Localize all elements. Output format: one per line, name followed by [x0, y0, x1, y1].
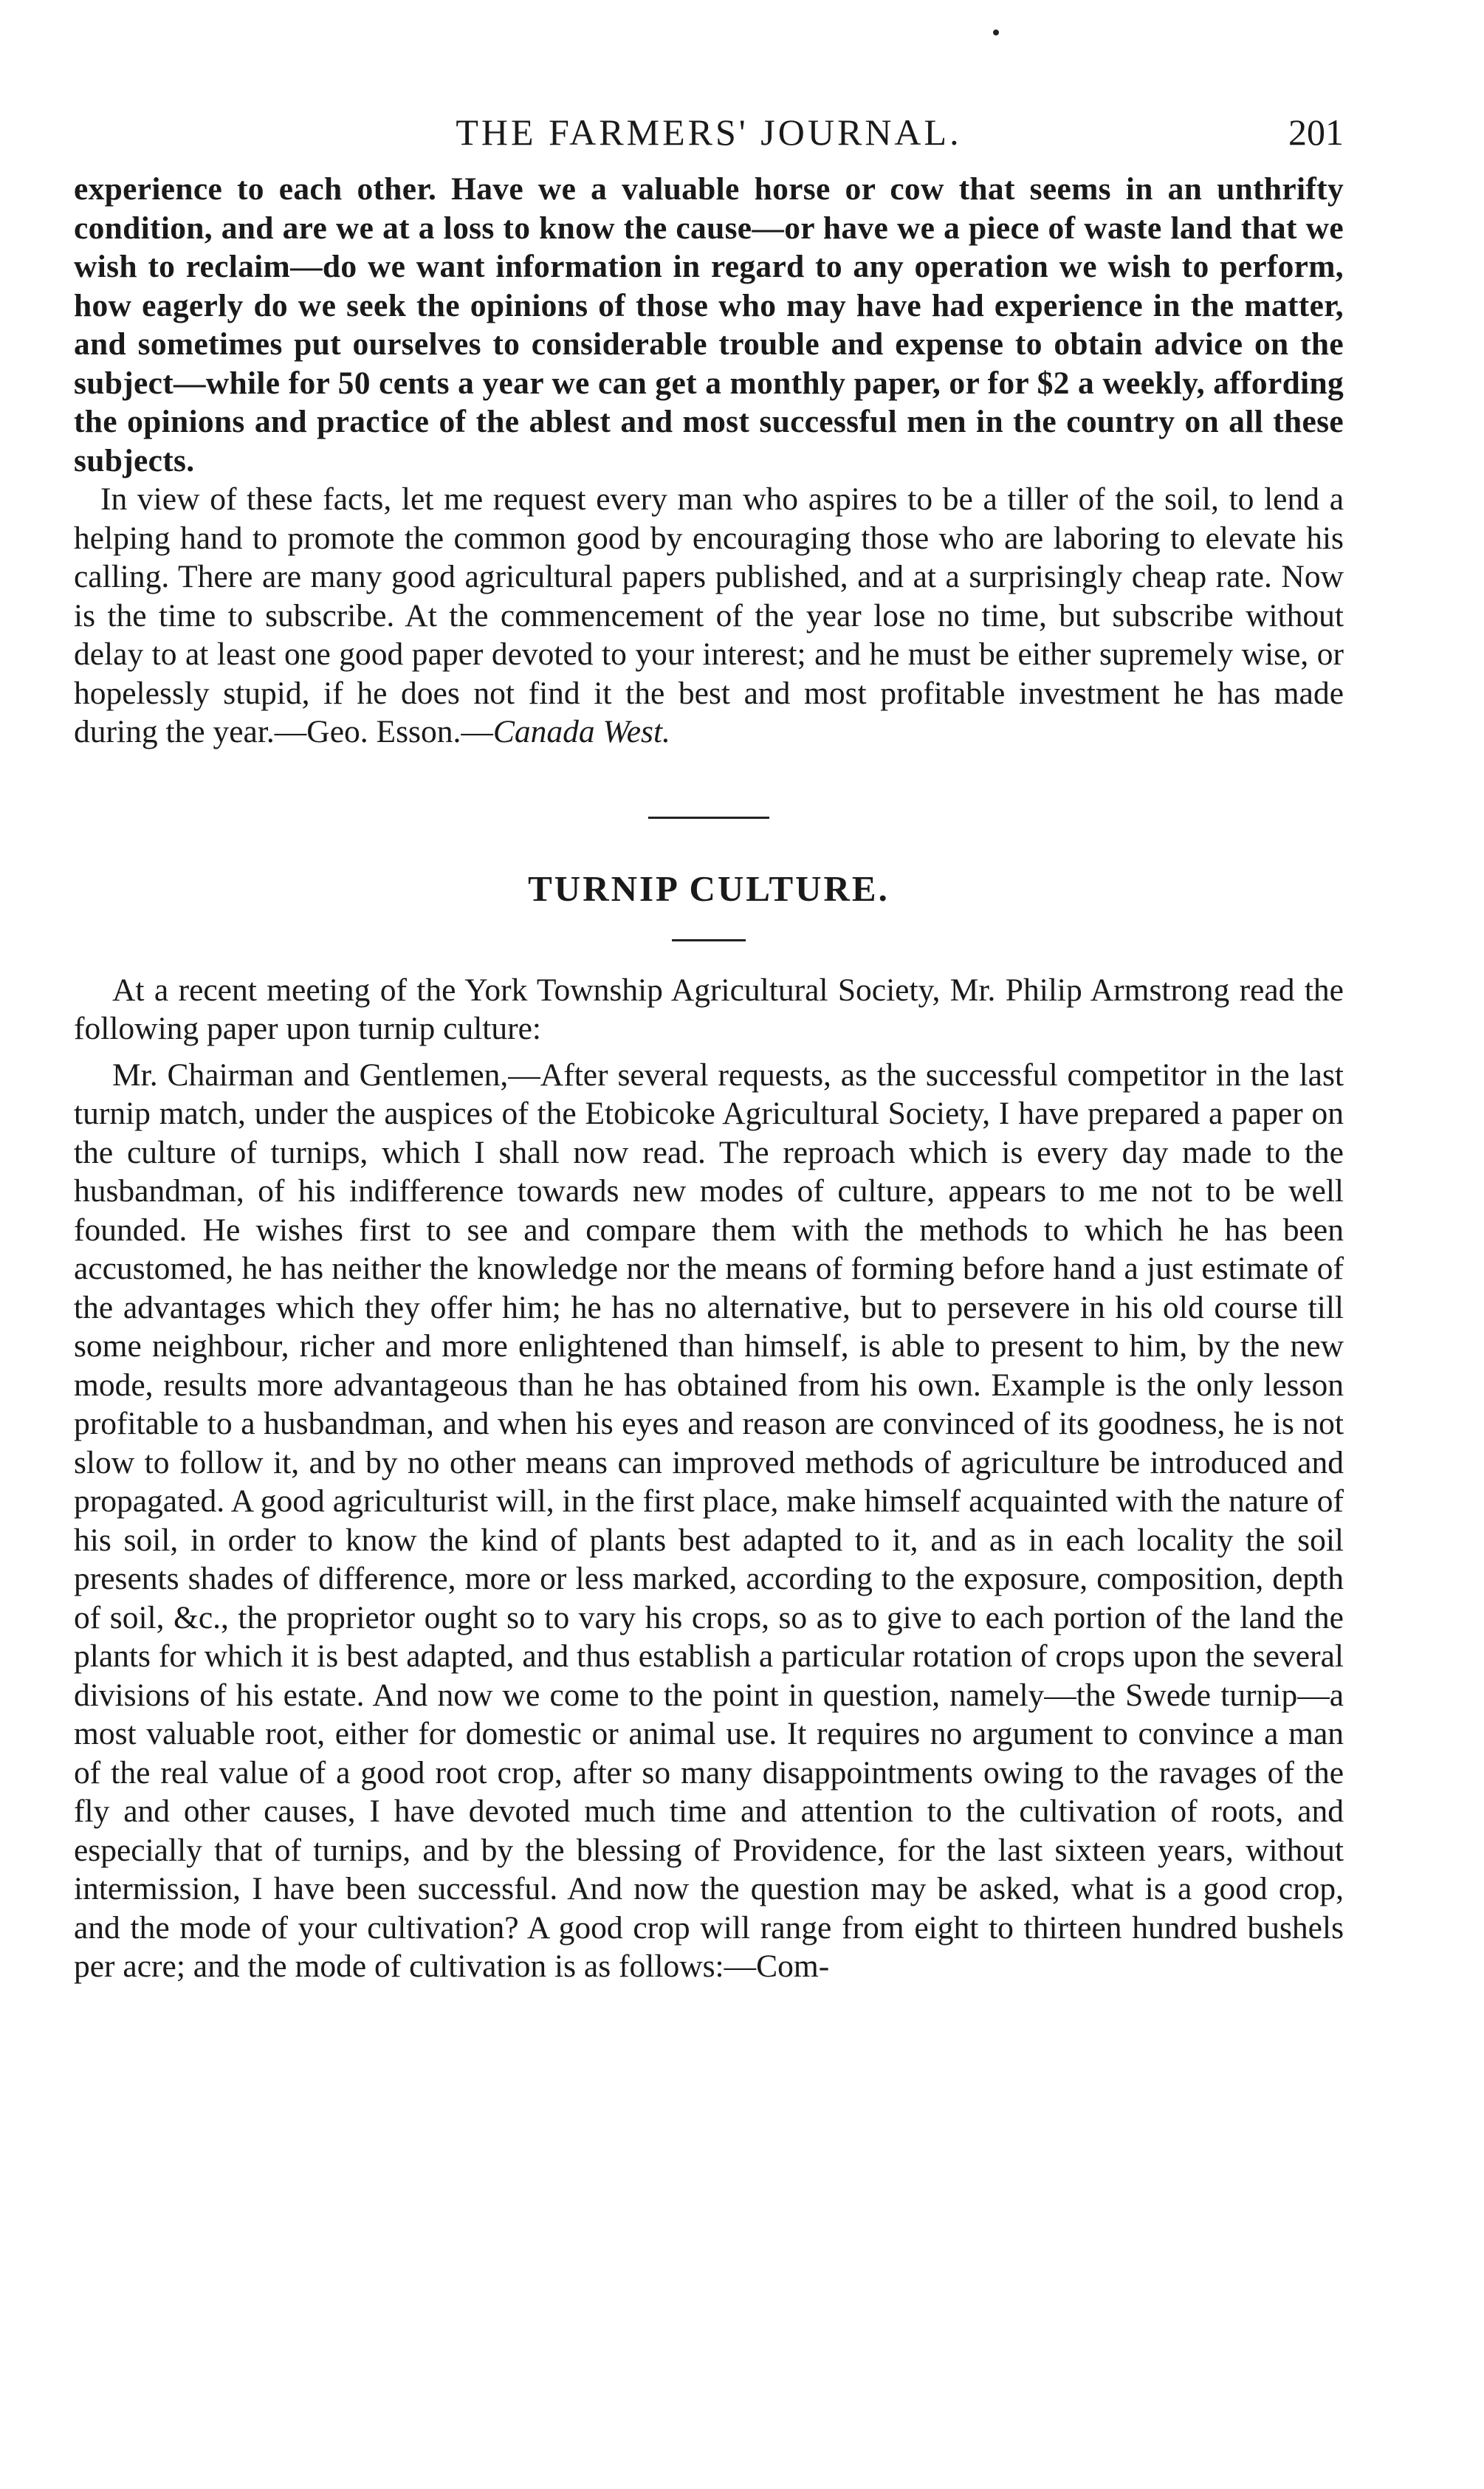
section-title: TURNIP CULTURE. — [528, 868, 890, 909]
author-signature: Geo. Esson. — [306, 714, 461, 749]
author-location: Canada West. — [492, 714, 670, 749]
ink-speck — [993, 30, 999, 35]
journal-page — [74, 111, 1344, 1986]
signature-separator: — — [461, 714, 493, 749]
section-divider — [648, 817, 769, 819]
page-header — [74, 111, 1344, 170]
continued-paragraph: experience to each other. Have we a valuable horse or cow that seems in an unthrifty condition, and are we at a loss to know the cause—or have we a piece of waste land that we wish to reclaim—do we want information in regard to any operation we wish to perform, how eagerly do we seek the opinions of those who may have had experience in the matter, and sometimes put ourselves to considerable trouble and expense to obtain advice on the subject—while for 50 cents a year we can get a monthly paper, or for $2 a weekly, affording the opinions and practice of the ablest and most successful men in the country on all these subjects. — [74, 171, 1344, 478]
title-underline — [672, 939, 746, 941]
page-number: 201 — [1288, 111, 1344, 153]
intro-paragraph: At a recent meeting of the York Township Agricultural Society, Mr. Philip Armstrong read the following paper upon turnip culture: — [74, 972, 1344, 1046]
body-paragraph: Mr. Chairman and Gentlemen,—After several requests, as the successful competitor in the last turnip match, under the auspices of the Etobicoke Agricultural Society, I have prepared a paper on the culture of turnips, which I shall now read. The reproach which is every day made to the husbandman, of his indifference towards new modes of culture, appears to me not to be well founded. He wishes first to see and compare them with the methods to which he has been accustomed, he has neither the knowledge nor the means of forming before hand a just estimate of the advantages which they offer him; he has no alternative, but to persevere in his old course till some neighbour, richer and more enlightened than himself, is able to present to him, by the new mode, results more advantageous than he has obtained from his own. Example is the only lesson profitable to a husbandman, and when his eyes and reason are convinced of its goodness, he is not slow to follow it, and by no other means can improved methods of agriculture be introduced and propagated. A good agriculturist will, in the first place, make himself acquainted with the nature of his soil, in order to know the kind of plants best adapted to it, and as in each locality the soil presents shades of difference, more or less marked, according to the exposure, composition, depth of soil, &c., the proprietor ought so to vary his crops, so as to give to each portion of the land the plants for which it is best adapted, and thus establish a particular rotation of crops upon the several divisions of his estate. And now we come to the point in question, namely—the Swede turnip—a most valuable root, either for domestic or animal use. It requires no argument to convince a man of the real value of a good root crop, after so many disappointments owing to the ravages of the fly and other causes, I have devoted much time and attention to the cultivation of roots, and especially that of turnips, and by the blessing of Providence, for the last sixteen years, without intermission, I have been successful. And now the question may be asked, what is a good crop, and the mode of your cultivation? A good crop will range from eight to thirteen hundred bushels per acre; and the mode of cultivation is as follows:—Com- — [74, 1057, 1344, 1984]
subscription-paragraph — [74, 480, 1344, 752]
running-title: THE FARMERS' JOURNAL. — [456, 111, 962, 153]
subscription-paragraph-text: In view of these facts, let me request every man who aspires to be a tiller of the soil, to lend a helping hand to promote the common good by encouraging those who are laboring to elevate his calling. There are many good agricultural papers published, and at a surprisingly cheap rate. Now is the time to subscribe. At the commencement of the year lose no time, but subscribe without delay to at least one good paper devoted to your interest; and he must be either supremely wise, or hopelessly stupid, if he does not find it the best and most profitable investment he has made during the year.— — [74, 481, 1344, 749]
